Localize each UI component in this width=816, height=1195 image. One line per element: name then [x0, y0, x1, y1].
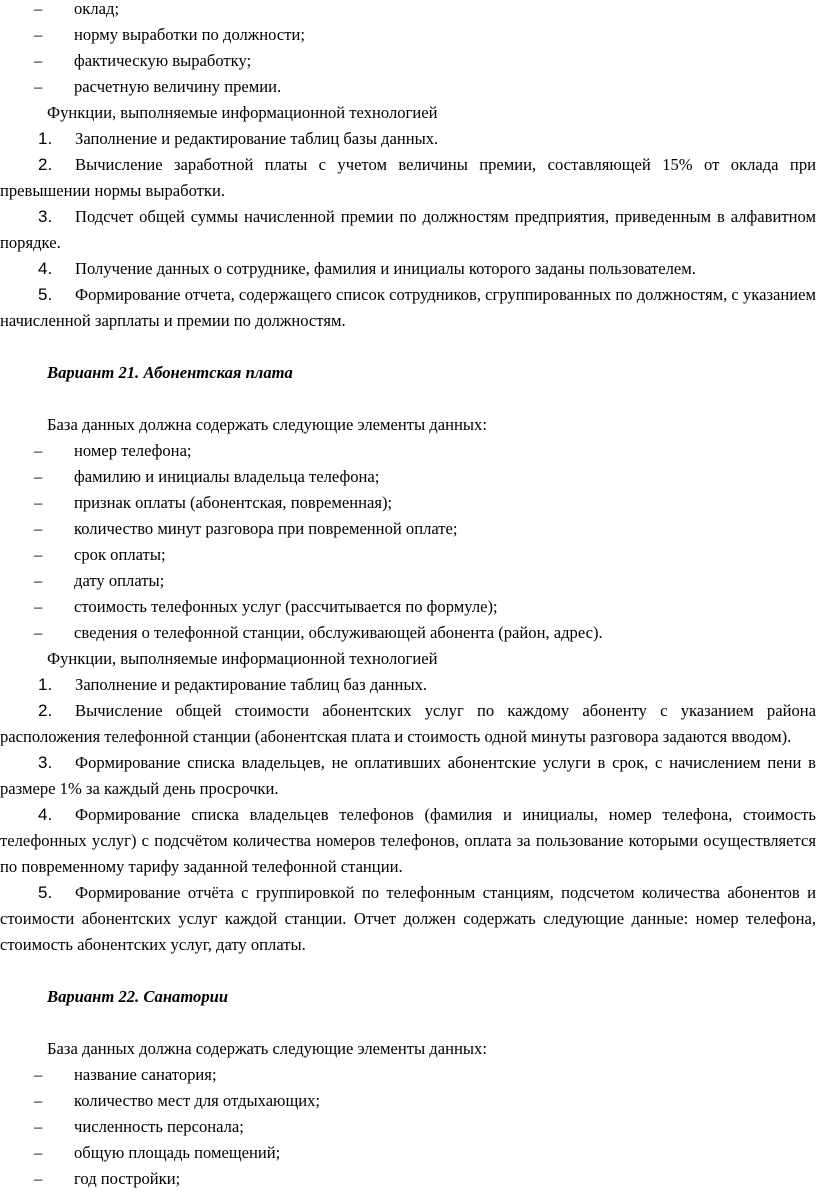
functions-list-1 [0, 126, 816, 334]
list-item: – количество минут разговора при повременной оплате; [0, 516, 816, 542]
top-bullet-list [0, 0, 816, 100]
dash-bullet: – [34, 0, 43, 18]
dash-bullet: – [34, 467, 43, 486]
dash-bullet: – [34, 623, 43, 642]
dash-bullet: – [34, 519, 43, 538]
dash-bullet: – [34, 571, 43, 590]
variant-22-intro: База данных должна содержать следующие элементы данных: [47, 1039, 487, 1058]
list-item: – фамилию и инициалы владельца телефона; [0, 464, 816, 490]
dash-bullet: – [34, 545, 43, 564]
numbered-item: 5. Формирование отчета, содержащего список сотрудников, сгруппированных по должностям, с указанием начисленной зарплаты и премии по должностям. [0, 285, 816, 330]
functions-title: Функции, выполняемые информационной технологией [47, 103, 438, 122]
dash-bullet: – [34, 493, 43, 512]
list-item: – численность персонала; [0, 1114, 816, 1140]
list-item: – фактическую выработку; [0, 48, 816, 74]
numbered-item: 2. Вычисление заработной платы с учетом величины премии, составляющей 15% от оклада при превышении нормы выработки. [0, 155, 816, 200]
list-item: – общую площадь помещений; [0, 1140, 816, 1166]
variant-21-items [0, 438, 816, 646]
list-item: – оклад; [0, 0, 816, 22]
numbered-item: 2. Вычисление общей стоимости абонентских услуг по каждому абоненту с указанием района расположения телефонной станции (абонентская плата и стоимость одной минуты разговора задаются вводом). [0, 701, 816, 746]
list-item: – год постройки; [0, 1166, 816, 1192]
list-item: – расчетную величину премии. [0, 74, 816, 100]
numbered-item: 3. Подсчет общей суммы начисленной премии по должностям предприятия, приведенным в алфавитном порядке. [0, 207, 816, 252]
dash-bullet: – [34, 51, 43, 70]
dash-bullet: – [34, 1091, 43, 1110]
dash-bullet: – [34, 1065, 43, 1084]
numbered-item: 4. Формирование списка владельцев телефонов (фамилия и инициалы, номер телефона, стоимость телефонных услуг) с подсчётом количества номеров телефонов, оплата за пользование которыми осуществляется по повременному тарифу заданной телефонной станции. [0, 805, 816, 876]
functions-list-21 [0, 672, 816, 958]
list-item: – сведения о телефонной станции, обслуживающей абонента (район, адрес). [0, 620, 816, 646]
numbered-item: 5. Формирование отчёта с группировкой по телефонным станциям, подсчетом количества абонентов и стоимости абонентских услуг каждой станции. Отчет должен содержать следующие данные: номер телефона, стоимость абонентских услуг, дату оплаты. [0, 883, 816, 954]
dash-bullet: – [34, 1117, 43, 1136]
variant-22-heading: Вариант 22. Санатории [47, 987, 229, 1006]
dash-bullet: – [34, 1143, 43, 1162]
dash-bullet: – [34, 441, 43, 460]
list-item: – количество мест для отдыхающих; [0, 1088, 816, 1114]
dash-bullet: – [34, 597, 43, 616]
list-item: – норму выработки по должности; [0, 22, 816, 48]
dash-bullet: – [34, 77, 43, 96]
list-item: – признак оплаты (абонентская, повременная); [0, 490, 816, 516]
numbered-item: 4. Получение данных о сотруднике, фамилия и инициалы которого заданы пользователем. [38, 259, 696, 278]
numbered-item: 1. Заполнение и редактирование таблиц баз данных. [38, 675, 428, 694]
dash-bullet: – [34, 25, 43, 44]
dash-bullet: – [34, 1169, 43, 1188]
numbered-item: 1. Заполнение и редактирование таблиц базы данных. [38, 129, 439, 148]
list-item: – дату оплаты; [0, 568, 816, 594]
variant-21-intro: База данных должна содержать следующие элементы данных: [47, 415, 487, 434]
list-item: – срок оплаты; [0, 542, 816, 568]
functions-title: Функции, выполняемые информационной технологией [47, 649, 438, 668]
numbered-item: 3. Формирование списка владельцев, не оплативших абонентские услуги в срок, с начислением пени в размере 1% за каждый день просрочки. [0, 753, 816, 798]
variant-21-heading: Вариант 21. Абонентская плата [47, 363, 293, 382]
list-item: – номер телефона; [0, 438, 816, 464]
list-item: – стоимость телефонных услуг (рассчитывается по формуле); [0, 594, 816, 620]
list-item: – название санатория; [0, 1062, 816, 1088]
variant-22-items [0, 1062, 816, 1192]
